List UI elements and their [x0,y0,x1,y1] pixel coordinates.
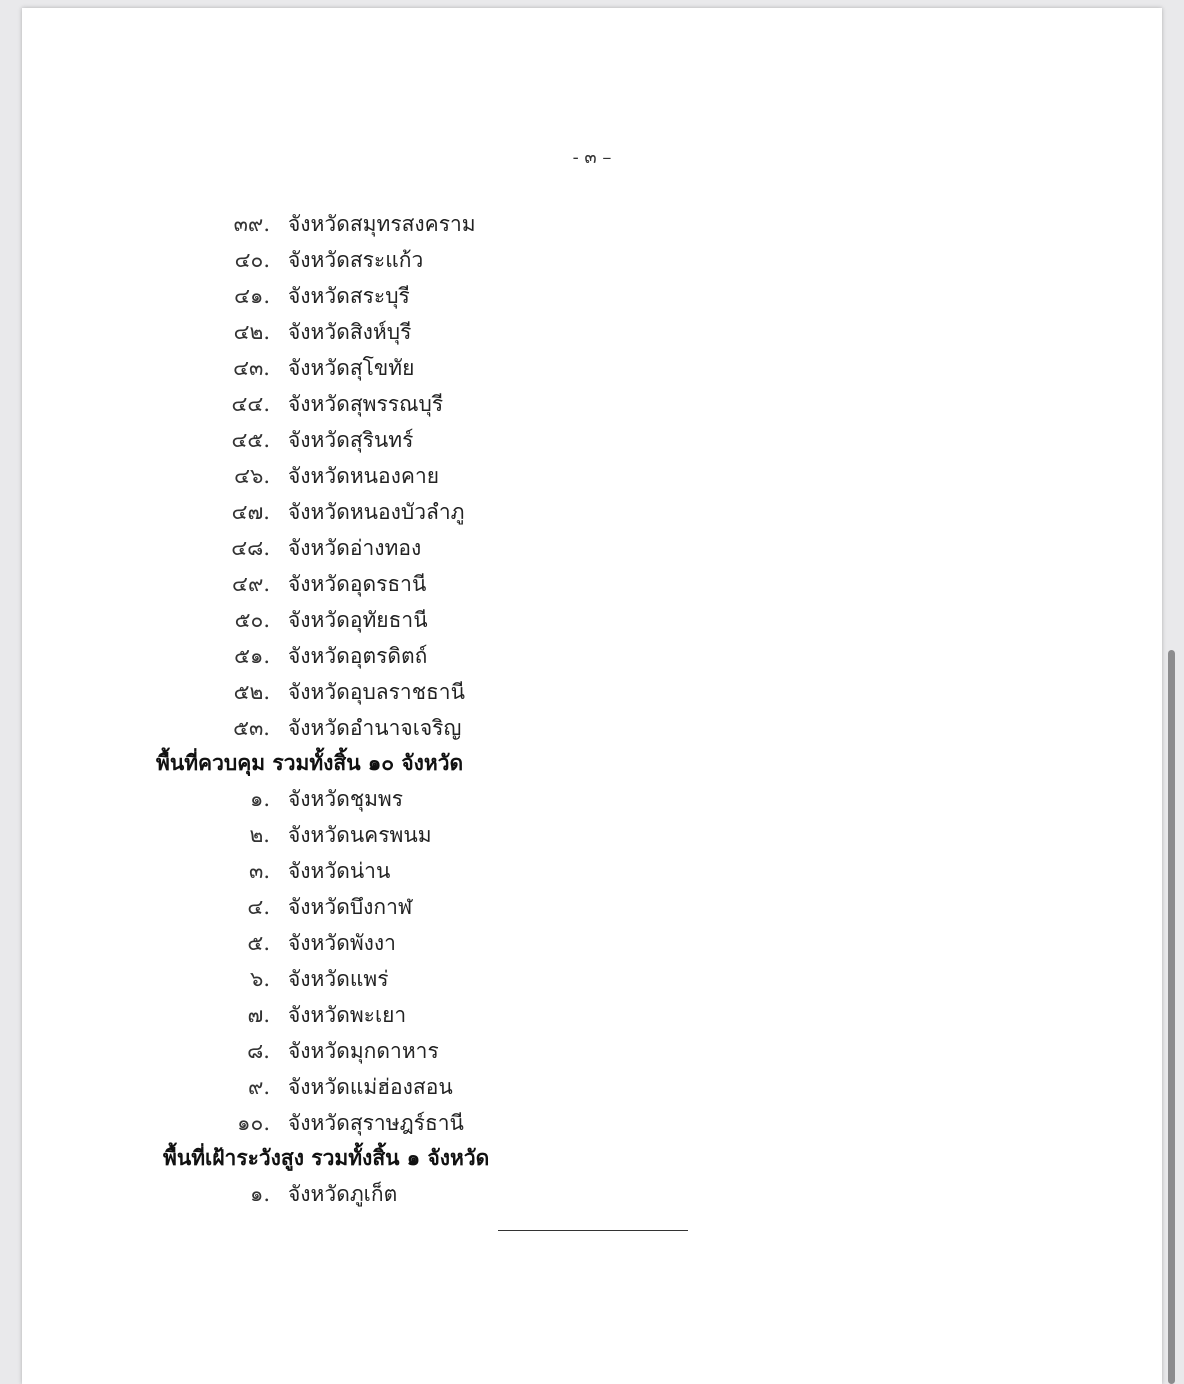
province-name: จังหวัดอำนาจเจริญ [288,716,462,740]
province-name: จังหวัดสุโขทัย [288,356,415,380]
vertical-scrollbar[interactable] [1168,650,1175,1384]
item-number: ๔๕. [231,428,270,452]
province-name: จังหวัดชุมพร [288,787,404,811]
province-name: จังหวัดหนองคาย [288,464,440,488]
province-name: จังหวัดบึงกาฬ [288,895,413,919]
province-name: จังหวัดสุราษฎร์ธานี [288,1111,464,1135]
province-name: จังหวัดสระแก้ว [288,248,424,272]
page-number: - ๓ – [572,147,612,168]
province-name: จังหวัดสุรินทร์ [288,428,414,452]
item-number: ๔๗. [231,500,270,524]
item-number: ๔. [247,895,270,919]
item-number: ๑๐. [237,1111,270,1135]
province-name: จังหวัดอ่างทอง [288,536,422,560]
item-number: ๖. [249,967,270,991]
heading-high-surveillance-area: พื้นที่เฝ้าระวังสูง รวมทั้งสิ้น ๑ จังหวัด [163,1145,490,1170]
province-name: จังหวัดหนองบัวลำภู [288,500,465,524]
item-number: ๔๘. [231,536,270,560]
province-name: จังหวัดพังงา [288,931,396,955]
item-number: ๓. [248,859,270,883]
item-number: ๕๑. [234,644,270,668]
item-number: ๔๐. [234,248,270,272]
province-name: จังหวัดอุดรธานี [288,572,427,596]
item-number: ๓๙. [233,212,270,236]
province-name: จังหวัดสิงห์บุรี [288,320,412,344]
item-number: ๒. [249,823,270,847]
item-number: ๙. [247,1075,270,1099]
item-number: ๔๑. [234,284,270,308]
province-name: จังหวัดอุตรดิตถ์ [288,644,428,668]
province-name: จังหวัดอุบลราชธานี [288,680,465,704]
item-number: ๕. [247,931,270,955]
item-number: ๗. [247,1003,270,1027]
province-name: จังหวัดอุทัยธานี [288,608,428,632]
item-number: ๔๒. [233,320,270,344]
province-name: จังหวัดนครพนม [288,823,432,847]
province-name: จังหวัดน่าน [288,859,391,883]
document-page [22,8,1162,1384]
item-number: ๕๐. [234,608,270,632]
item-number: ๕๒. [233,680,270,704]
item-number: ๑. [249,1182,270,1206]
province-name: จังหวัดภูเก็ต [288,1182,398,1206]
item-number: ๔๖. [234,464,270,488]
province-name: จังหวัดสมุทรสงคราม [288,212,476,236]
province-name: จังหวัดสระบุรี [288,284,410,308]
province-name: จังหวัดแพร่ [288,967,389,991]
item-number: ๔๓. [233,356,270,380]
province-name: จังหวัดพะเยา [288,1003,407,1027]
province-name: จังหวัดมุกดาหาร [288,1039,439,1063]
item-number: ๔๙. [232,572,270,596]
end-divider [498,1230,688,1231]
item-number: ๕๓. [233,716,270,740]
item-number: ๑. [249,787,270,811]
province-name: จังหวัดแม่ฮ่องสอน [288,1075,453,1099]
province-name: จังหวัดสุพรรณบุรี [288,392,444,416]
item-number: ๘. [247,1039,270,1063]
item-number: ๔๔. [231,392,270,416]
heading-controlled-area: พื้นที่ควบคุม รวมทั้งสิ้น ๑๐ จังหวัด [156,750,464,775]
